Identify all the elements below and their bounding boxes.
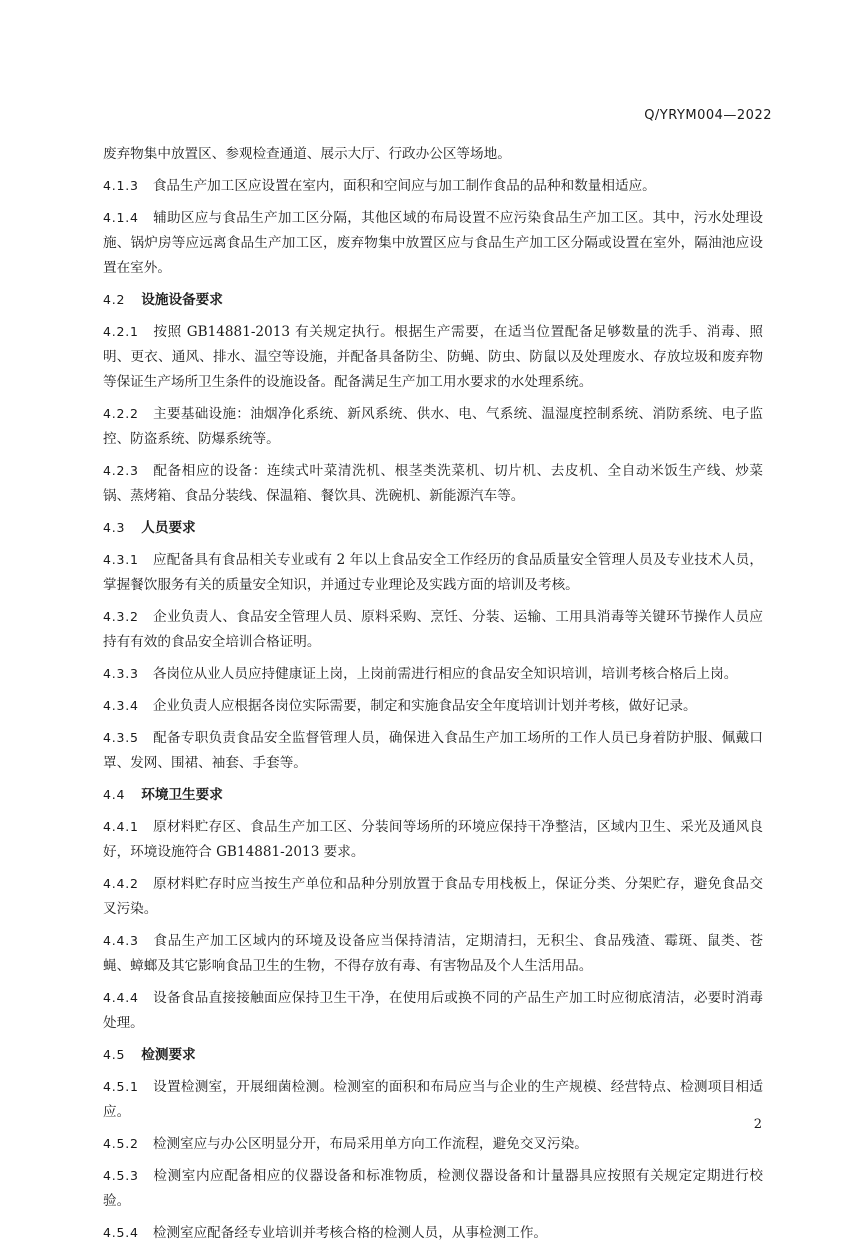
clause-paragraph bbox=[103, 661, 763, 687]
clause-text: 企业负责人应根据各岗位实际需要，制定和实施食品安全年度培训计划并考核，做好记录。 bbox=[152, 698, 697, 714]
clause-number: 4.5.3 bbox=[103, 1168, 139, 1183]
clause-text: 原材料贮存时应当按生产单位和品种分别放置于食品专用栈板上，保证分类、分架贮存，避免食品交叉污染。 bbox=[103, 876, 763, 917]
clause-text: 企业负责人、食品安全管理人员、原料采购、烹饪、分装、运输、工用具消毒等关键环节操作人员应持有有效的食品安全培训合格证明。 bbox=[103, 609, 763, 650]
page-number: 2 bbox=[753, 1117, 762, 1132]
clause-number: 4.5.4 bbox=[103, 1225, 139, 1240]
section-heading bbox=[103, 782, 763, 808]
document-code: Q/YRYM004—2022 bbox=[644, 108, 772, 123]
clause-number: 4.2.3 bbox=[103, 463, 139, 478]
clause-paragraph bbox=[103, 547, 763, 598]
clause-number: 4.4 bbox=[103, 787, 126, 802]
heading-title: 设施设备要求 bbox=[141, 292, 223, 308]
clause-paragraph bbox=[103, 1074, 763, 1125]
clause-number: 4.2.2 bbox=[103, 406, 139, 421]
clause-text: 检测室内应配备相应的仪器设备和标准物质，检测仪器设备和计量器具应按照有关规定定期进行校验。 bbox=[103, 1168, 763, 1209]
clause-number: 4.5 bbox=[103, 1047, 126, 1062]
clause-text: 食品生产加工区应设置在室内，面积和空间应与加工制作食品的品种和数量相适应。 bbox=[152, 178, 656, 194]
clause-text: 检测室应配备经专业培训并考核合格的检测人员，从事检测工作。 bbox=[152, 1225, 548, 1241]
clause-paragraph bbox=[103, 173, 763, 199]
heading-title: 检测要求 bbox=[141, 1047, 196, 1063]
clause-paragraph bbox=[103, 725, 763, 776]
clause-number: 4.4.3 bbox=[103, 933, 139, 948]
clause-number: 4.5.2 bbox=[103, 1136, 139, 1151]
clause-text: 主要基础设施：油烟净化系统、新风系统、供水、电、气系统、温湿度控制系统、消防系统、电子监控、防盗系统、防爆系统等。 bbox=[103, 406, 763, 447]
clause-text: 设置检测室，开展细菌检测。检测室的面积和布局应当与企业的生产规模、经营特点、检测项目相适应。 bbox=[103, 1079, 763, 1120]
clause-number: 4.3 bbox=[103, 520, 126, 535]
clause-paragraph bbox=[103, 1131, 763, 1157]
clause-number: 4.2.1 bbox=[103, 324, 139, 339]
clause-paragraph bbox=[103, 871, 763, 922]
clause-number: 4.3.2 bbox=[103, 609, 139, 624]
clause-text: 辅助区应与食品生产加工区分隔，其他区域的布局设置不应污染食品生产加工区。其中，污水处理设施、锅炉房等应远离食品生产加工区，废弃物集中放置区应与食品生产加工区分隔或设置在室外，隔油池应设置在室外。 bbox=[103, 210, 763, 276]
clause-paragraph bbox=[103, 1163, 763, 1214]
clause-paragraph bbox=[103, 1220, 763, 1246]
clause-paragraph bbox=[103, 693, 763, 719]
clause-number: 4.3.3 bbox=[103, 666, 139, 681]
clause-paragraph bbox=[103, 985, 763, 1036]
clause-paragraph bbox=[103, 928, 763, 979]
continued-paragraph: 废弃物集中放置区、参观检查通道、展示大厅、行政办公区等场地。 bbox=[103, 146, 511, 162]
clause-text: 设备食品直接接触面应保持卫生干净，在使用后或换不同的产品生产加工时应彻底清洁，必要时消毒处理。 bbox=[103, 990, 763, 1031]
section-heading bbox=[103, 1042, 763, 1068]
clause-number: 4.4.2 bbox=[103, 876, 139, 891]
clause-number: 4.3.5 bbox=[103, 730, 139, 745]
clause-paragraph bbox=[103, 401, 763, 452]
clause-number: 4.2 bbox=[103, 292, 126, 307]
clause-paragraph bbox=[103, 604, 763, 655]
clause-text: 应配备具有食品相关专业或有 2 年以上食品安全工作经历的食品质量安全管理人员及专业技术人员，掌握餐饮服务有关的质量安全知识，并通过专业理论及实践方面的培训及考核。 bbox=[103, 552, 763, 593]
sections-list bbox=[103, 173, 763, 1246]
heading-title: 环境卫生要求 bbox=[141, 787, 223, 803]
clause-text: 配备相应的设备：连续式叶菜清洗机、根茎类洗菜机、切片机、去皮机、全自动米饭生产线、炒菜锅、蒸烤箱、食品分装线、保温箱、餐饮具、洗碗机、新能源汽车等。 bbox=[103, 463, 763, 504]
clause-paragraph bbox=[103, 814, 763, 865]
clause-paragraph bbox=[103, 458, 763, 509]
clause-number: 4.3.4 bbox=[103, 698, 139, 713]
clause-number: 4.5.1 bbox=[103, 1079, 139, 1094]
section-heading bbox=[103, 287, 763, 313]
section-heading bbox=[103, 515, 763, 541]
clause-number: 4.1.3 bbox=[103, 178, 139, 193]
document-body bbox=[103, 142, 763, 1252]
clause-paragraph bbox=[103, 205, 763, 281]
clause-text: 检测室应与办公区明显分开，布局采用单方向工作流程，避免交叉污染。 bbox=[152, 1136, 588, 1152]
clause-number: 4.4.4 bbox=[103, 990, 139, 1005]
clause-text: 按照 GB14881-2013 有关规定执行。根据生产需要，在适当位置配备足够数量的洗手、消毒、照明、更衣、通风、排水、温空等设施，并配备具备防尘、防蝇、防虫、防鼠以及处理废水、存放垃圾和废弃物等保证生产场所卫生条件的设施设备。配备满足生产加工用水要求的水处理系统。 bbox=[103, 324, 763, 390]
clause-number: 4.4.1 bbox=[103, 819, 139, 834]
clause-number: 4.3.1 bbox=[103, 552, 139, 567]
clause-text: 食品生产加工区域内的环境及设备应当保持清洁，定期清扫，无积尘、食品残渣、霉斑、鼠类、苍蝇、蟑螂及其它影响食品卫生的生物，不得存放有毒、有害物品及个人生活用品。 bbox=[103, 933, 763, 974]
clause-paragraph bbox=[103, 319, 763, 395]
clause-number: 4.1.4 bbox=[103, 210, 139, 225]
clause-text: 配备专职负责食品安全监督管理人员，确保进入食品生产加工场所的工作人员已身着防护服、佩戴口罩、发网、围裙、袖套、手套等。 bbox=[103, 730, 763, 771]
clause-text: 各岗位从业人员应持健康证上岗，上岗前需进行相应的食品安全知识培训，培训考核合格后上岗。 bbox=[152, 666, 738, 682]
clause-text: 原材料贮存区、食品生产加工区、分装间等场所的环境应保持干净整洁，区域内卫生、采光及通风良好，环境设施符合 GB14881-2013 要求。 bbox=[103, 819, 763, 860]
heading-title: 人员要求 bbox=[141, 520, 196, 536]
